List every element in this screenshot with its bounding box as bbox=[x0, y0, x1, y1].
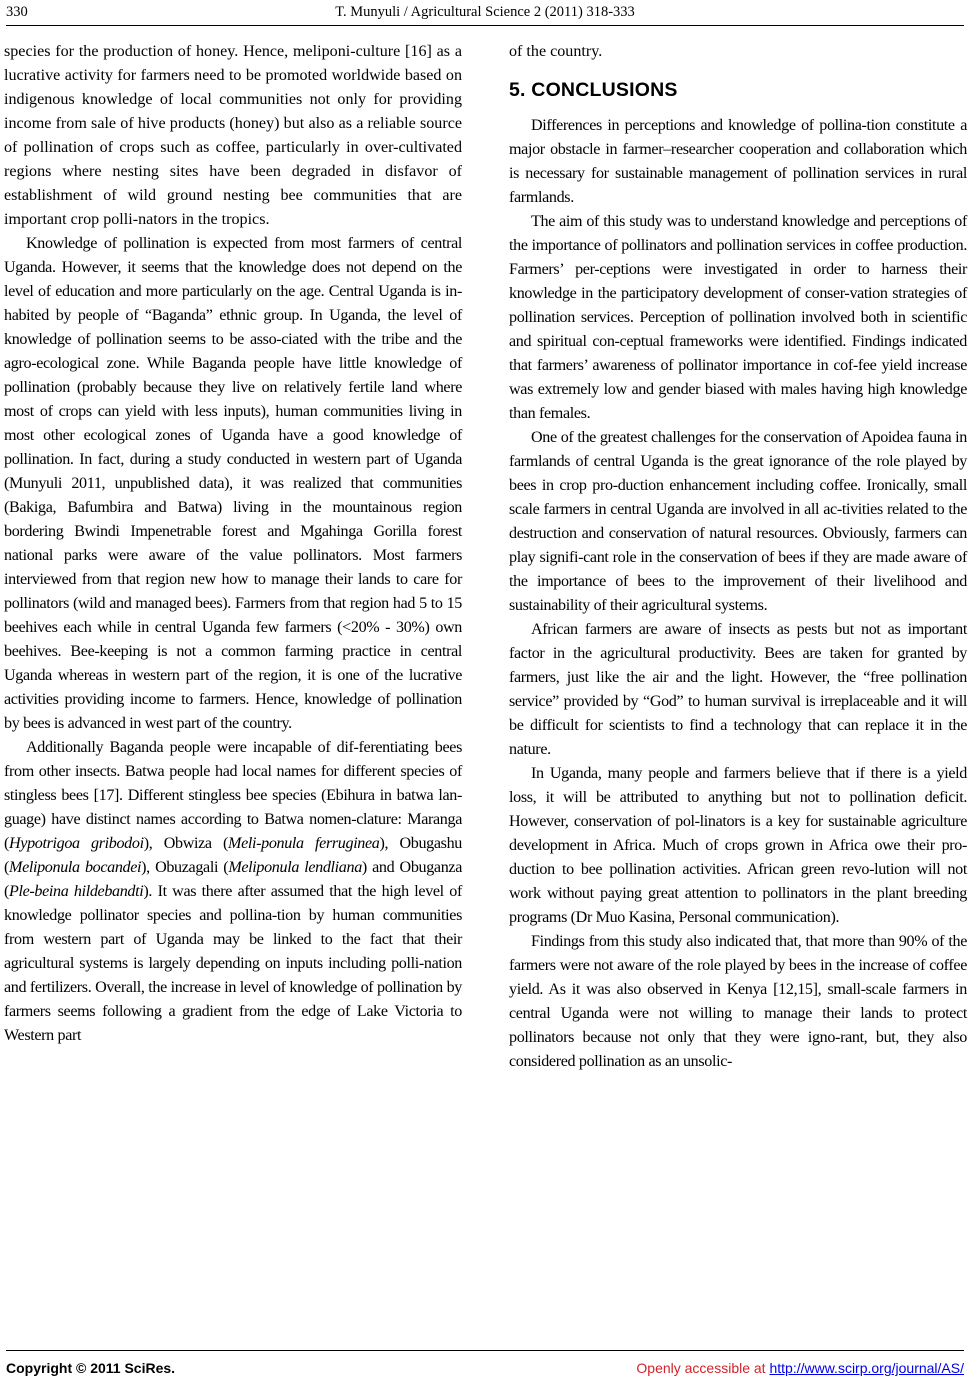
journal-link[interactable]: http://www.scirp.org/journal/AS/ bbox=[769, 1360, 964, 1376]
footer-rule bbox=[6, 1350, 964, 1351]
right-continuation: of the country. bbox=[509, 43, 603, 60]
left-paragraph-1: species for the production of honey. Hence, meliponi-culture [16] as a lucrative activity for farmers need to be promoted worldwide based on indigenous knowledge of local communities not only for providing income from sale of hive products (honey) but also as a reliable source of pollination of crops such as coffee, particularly in over-cultivated regions where nesting sites have been degraded in disfavor of establishment of wild ground nesting bee communities that are important crop polli-nators in the tropics. bbox=[4, 43, 462, 228]
left-column bbox=[4, 40, 462, 1048]
page-footer bbox=[6, 1360, 964, 1382]
paragraph-text: ), Obuzagali ( bbox=[141, 859, 229, 876]
species-name: Meliponula lendliana bbox=[228, 859, 362, 876]
right-paragraph-3: One of the greatest challenges for the conservation of Apoidea fauna in farmlands of central Uganda is the great ignorance of the role played by bees in crop pro-duction enhancement including coffee. Ironically, small scale farmers in central Uganda are involved in all ac-tivities related to the destruction and conservation of natural resources. Obviously, farmers can play signifi-cant role in the conservation of bees if they are made aware of the importance of bees to the improvement of their livelihood and sustainability of their agricultural systems. bbox=[509, 429, 967, 614]
species-name: Ple-beina hildebandti bbox=[9, 883, 144, 900]
copyright-notice: Copyright © 2011 SciRes. bbox=[6, 1360, 176, 1376]
left-paragraph-3 bbox=[4, 736, 462, 1048]
open-access-notice bbox=[636, 1360, 964, 1376]
right-paragraph-4: African farmers are aware of insects as pests but not as important factor in the agricultural productivity. Bees are taken for granted by farmers, just like the air and the light. However, the “free pollination service” provided by “God” to human survival is irreplaceable and it will be difficult for scientists to find a technology that can replace it in the nature. bbox=[509, 621, 967, 758]
right-paragraph-6: Findings from this study also indicated that, that more than 90% of the farmers were not aware of the role played by bees in the increase of coffee yield. As it was also observed in Kenya [12,15], small-scale farmers in central Uganda were not willing to manage their lands to protect pollinators because not only that they were igno-rant, but, they also considered pollination as an unsolic- bbox=[509, 933, 967, 1070]
page-number: 330 bbox=[6, 4, 28, 20]
right-paragraph-5: In Uganda, many people and farmers believe that if there is a yield loss, it will be attributed to anything but not to pollination deficit. However, conservation of pol-linators is a key for sustainable agriculture development in Africa. Much of crops grown in Africa owe their pro-duction to bee pollination activities. African green revo-lution will not work without paying great attention to pollinators in the plant breeding programs (Dr Muo Kasina, Personal communication). bbox=[509, 765, 967, 926]
paragraph-text: ). It was there after assumed that the high level of knowledge pollinator species and pollina-tion by human communities from western part of Uganda may be linked to the fact that their agricultural systems is largely depending on inputs including polli-nation and fertilizers. Overall, the increase in level of knowledge of pollination by farmers seems following a gradient from the edge of Lake Victoria to Western part bbox=[4, 883, 463, 1044]
paragraph-text: ) and Obuganza ( bbox=[4, 859, 462, 900]
open-access-label: Openly accessible at bbox=[636, 1360, 770, 1376]
right-paragraph-1: Differences in perceptions and knowledge of pollina-tion constitute a major obstacle in farmer–researcher cooperation and collaboration which is necessary for sustainable management of pollination services in rural farmlands. bbox=[509, 117, 967, 206]
paragraph-text: ), Obwiza ( bbox=[143, 835, 229, 852]
paragraph-text: Additionally Baganda people were incapable of dif-ferentiating bees from other insects. Batwa people had local names for different species of stingless bees [17]. Different stingless bee species (Ebihura in batwa lan-guage) have distinct names according to Batwa nomen-clature: Maranga ( bbox=[4, 739, 462, 852]
species-name: Meliponula bocandei bbox=[9, 859, 142, 876]
page-header bbox=[6, 4, 964, 26]
header-rule bbox=[6, 25, 964, 26]
right-paragraph-2: The aim of this study was to understand knowledge and perceptions of the importance of pollinators and pollination services in coffee production. Farmers’ per-ceptions were investigated in order to harness their knowledge in the participatory development of conser-vation strategies of pollination services. Perception of pollination involved both in scientific and spiritual con-ceptual frameworks were identified. Findings indicated that farmers’ awareness of pollinator importance in cof-fee yield increase was extremely low and gender biased with males having high knowledge than females. bbox=[509, 213, 967, 422]
species-name: Hypotrigoa gribodoi bbox=[9, 835, 144, 852]
right-column bbox=[509, 40, 967, 1074]
paragraph-text: ), Obugashu ( bbox=[4, 835, 462, 876]
running-title: T. Munyuli / Agricultural Science 2 (2011) 318-333 bbox=[335, 4, 635, 20]
left-paragraph-2: Knowledge of pollination is expected from most farmers of central Uganda. However, it seems that the knowledge does not depend on the level of education and more particularly on the age. Central Uganda is in-habited by people of “Baganda” ethnic group. In Uganda, the level of knowledge of pollination seems to be asso-ciated with the tribe and the agro-ecological zone. While Baganda people have little knowledge of pollination (probably because they live on relatively fertile land where most of crops can yield with less inputs), human communities living in most other ecological zones of Uganda have a good knowledge of pollination. In fact, during a study conducted in western part of Uganda (Munyuli 2011, unpublished data), it was realized that communities (Bakiga, Bafumbira and Batwa) living in the mountainous region bordering Bwindi Impenetrable forest and Mgahinga Gorilla forest national parks were aware of the value pollinators. Most farmers interviewed from that region new how to manage their lands to care for pollinators (wild and managed bees). Farmers from that region had 5 to 15 beehives each while in central Uganda few farmers (<20% - 30%) own beehives. Bee-keeping is not a common farming practice in central Uganda whereas in western part of the region, it is one of the lucrative activities providing income to farmers. Hence, knowledge of pollination by bees is advanced in west part of the country. bbox=[4, 235, 462, 732]
section-heading: 5. CONCLUSIONS bbox=[509, 79, 678, 101]
species-name: Meli-ponula ferruginea bbox=[228, 835, 380, 852]
